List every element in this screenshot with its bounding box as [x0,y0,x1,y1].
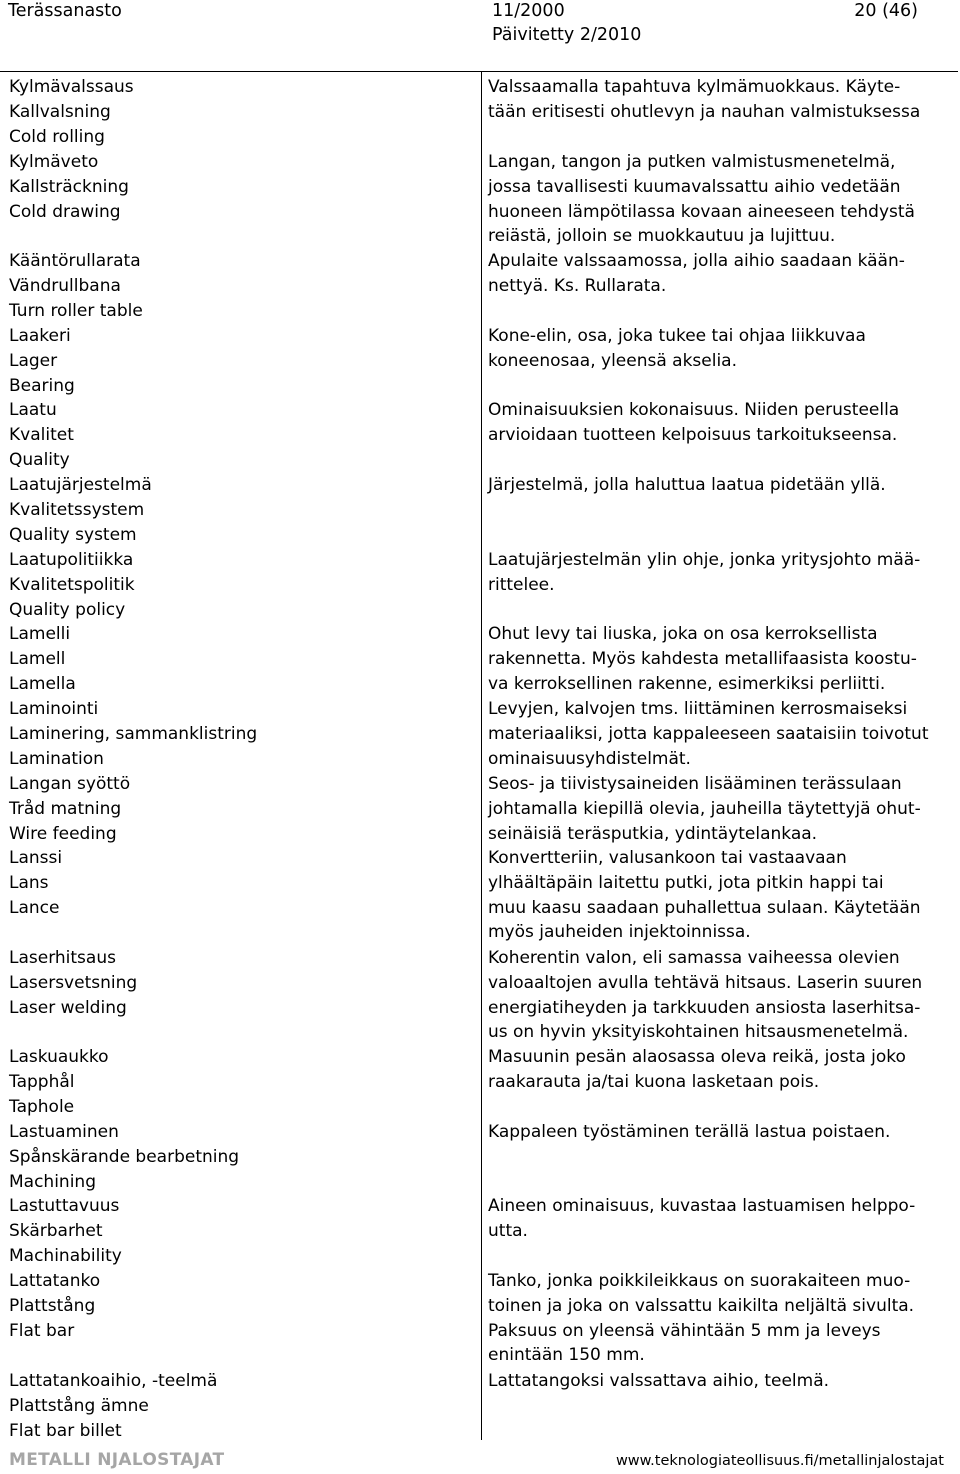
entry-definition [488,846,956,945]
term-swedish: Kallvalsning [9,101,111,122]
entry-definition [488,1045,956,1095]
definition-line: us on hyvin yksityiskohtainen hitsausmenetelmä. [488,1022,909,1043]
definition-line: utta. [488,1220,528,1241]
definition-line: energiatiheyden ja tarkkuuden ansiosta laserhitsa- [488,997,921,1018]
term-finnish: Lastuttavuus [9,1196,120,1216]
term-english: Cold drawing [9,201,121,222]
definition-line: johtamalla kiepillä olevia, jauheilla täytettyjä ohut- [488,798,921,819]
definition-line: muu kaasu saadaan puhallettua sulaan. Käytetään [488,897,921,918]
term-swedish: Laminering, sammanklistring [9,723,258,744]
entry-terms [9,473,469,547]
definition-line: jossa tavallisesti kuumavalssattu aihio vedetään [488,176,901,197]
term-english: Cold rolling [9,126,105,147]
term-finnish: Laserhitsaus [9,948,116,968]
term-finnish: Laatu [9,400,57,420]
definition-line: toinen ja joka on valssattu kaikilta neljältä sivulta. [488,1295,915,1316]
entry-terms [9,398,469,472]
definition-line: Järjestelmä, jolla haluttua laatua pidetään yllä. [488,475,886,495]
entry-definition [488,75,956,125]
definition-line: koneenosaa, yleensä akselia. [488,350,738,371]
definition-line: Masuunin pesän alaosassa oleva reikä, josta joko [488,1047,906,1067]
definition-line: Ominaisuuksien kokonaisuus. Niiden perusteella [488,400,900,420]
definition-line: Laatujärjestelmän ylin ohje, jonka yritysjohto mää- [488,550,921,570]
entry-terms [9,1120,469,1194]
definition-line: myös jauheiden injektoinnissa. [488,922,751,943]
definition-line: raakarauta ja/tai kuona lasketaan pois. [488,1071,820,1092]
term-english: Machinability [9,1245,122,1266]
definition-line: nettyä. Ks. Rullarata. [488,275,667,296]
entry-definition [488,1369,956,1394]
definition-line: Paksuus on yleensä vähintään 5 mm ja leveys [488,1320,881,1341]
term-english: Machining [9,1171,96,1192]
entry-terms [9,1269,469,1343]
definition-line: Lattatangoksi valssattava aihio, teelmä. [488,1371,830,1391]
term-swedish: Kvalitet [9,424,74,445]
definition-line: ominaisuusyhdistelmät. [488,748,691,769]
definition-line: enintään 150 mm. [488,1345,645,1366]
updated-date: Päivitetty 2/2010 [492,25,642,45]
entry-definition [488,324,956,374]
term-finnish: Lastuaminen [9,1122,119,1142]
term-swedish: Kvalitetspolitik [9,574,135,595]
term-finnish: Laakeri [9,326,71,346]
entry-definition [488,1194,956,1244]
definition-line: Kone-elin, osa, joka tukee tai ohjaa liikkuvaa [488,326,866,346]
entry-definition [488,622,956,696]
entry-terms [9,772,469,846]
definition-line: arvioidaan tuotteen kelpoisuus tarkoitukseensa. [488,424,898,445]
term-swedish: Skärbarhet [9,1220,103,1241]
entry-terms [9,150,469,224]
entry-terms [9,548,469,622]
entry-terms [9,1194,469,1268]
definition-line: ylhäältäpäin laitettu putki, jota pitkin happi tai [488,872,884,893]
definition-line: Valssaamalla tapahtuva kylmämuokkaus. Käyte- [488,77,901,97]
definition-line: tään eritisesti ohutlevyn ja nauhan valmistuksessa [488,101,921,122]
definition-line: materiaaliksi, jotta kappaleeseen saataisiin toivotut [488,723,929,744]
term-finnish: Laskuaukko [9,1047,109,1067]
definition-line: reiästä, jolloin se muokkautuu ja lujittuu. [488,226,836,247]
term-swedish: Plattstång ämne [9,1395,149,1416]
definition-line: rittelee. [488,574,555,595]
entry-terms [9,1045,469,1119]
term-finnish: Kylmäveto [9,152,99,172]
definition-line: Langan, tangon ja putken valmistusmenetelmä, [488,152,896,172]
term-english: Quality system [9,524,137,545]
term-finnish: Laminointi [9,699,99,719]
definition-line: Seos- ja tiivistysaineiden lisääminen terässulaan [488,774,902,794]
entry-definition [488,772,956,846]
term-swedish: Vändrullbana [9,275,121,296]
entry-definition [488,150,956,249]
term-finnish: Lattatanko [9,1271,101,1291]
term-finnish: Lattatankoaihio, -teelmä [9,1371,218,1391]
term-finnish: Laatupolitiikka [9,550,134,570]
entry-definition [488,946,956,1045]
entry-definition [488,1269,956,1368]
term-finnish: Kylmävalssaus [9,77,134,97]
term-swedish: Plattstång [9,1295,96,1316]
term-finnish: Kääntörullarata [9,251,141,271]
term-swedish: Kallsträckning [9,176,129,197]
page-number: 20 (46) [854,1,918,21]
entry-definition [488,398,956,448]
entry-definition [488,548,956,598]
term-english: Bearing [9,375,75,396]
definition-line: Aineen ominaisuus, kuvastaa lastuamisen helppo- [488,1196,916,1216]
definition-line: Tanko, jonka poikkileikkaus on suorakaiteen muo- [488,1271,911,1291]
definition-line: va kerroksellinen rakenne, esimerkiksi perliitti. [488,673,886,694]
document-date: 11/2000 [492,1,565,21]
term-english: Wire feeding [9,823,117,844]
term-english: Lamination [9,748,104,769]
definition-line: Koherentin valon, eli samassa vaiheessa olevien [488,948,900,968]
term-finnish: Langan syöttö [9,774,131,794]
entry-terms [9,249,469,323]
definition-line: valoaaltojen avulla tehtävä hitsaus. Laserin suuren [488,972,923,993]
term-swedish: Tråd matning [9,798,122,819]
term-english: Flat bar [9,1320,75,1341]
entry-definition [488,249,956,299]
term-swedish: Lasersvetsning [9,972,138,993]
footer-brand: METALLI NJALOSTAJAT [9,1450,225,1470]
definition-line: Apulaite valssaamossa, jolla aihio saadaan kään- [488,251,905,271]
term-swedish: Lamell [9,648,66,669]
definition-line: huoneen lämpötilassa kovaan aineeseen tehdystä [488,201,915,222]
entry-terms [9,846,469,920]
entry-definition [488,473,956,498]
document-title: Terässanasto [8,1,122,21]
term-finnish: Laatujärjestelmä [9,475,152,495]
term-english: Quality [9,449,70,470]
term-swedish: Spånskärande bearbetning [9,1146,240,1167]
entry-terms [9,324,469,398]
term-english: Lance [9,897,60,918]
term-swedish: Kvalitetssystem [9,499,145,520]
term-english: Turn roller table [9,300,143,321]
term-english: Laser welding [9,997,127,1018]
term-english: Taphole [9,1096,75,1117]
term-english: Lamella [9,673,76,694]
footer-url[interactable]: www.teknologiateollisuus.fi/metallinjalostajat [615,1453,944,1469]
entry-terms [9,946,469,1020]
term-swedish: Lans [9,872,49,893]
term-english: Flat bar billet [9,1420,122,1441]
term-finnish: Lamelli [9,624,71,644]
definition-line: Konvertteriin, valusankoon tai vastaavaan [488,848,847,868]
term-swedish: Tapphål [9,1071,75,1092]
definition-line: Kappaleen työstäminen terällä lastua poistaen. [488,1122,891,1142]
entry-definition [488,697,956,771]
definition-line: Ohut levy tai liuska, joka on osa kerroksellista [488,624,878,644]
entry-terms [9,1369,469,1443]
definition-line: Levyjen, kalvojen tms. liittäminen kerrosmaiseksi [488,699,908,719]
entry-terms [9,75,469,149]
definition-line: seinäisiä teräsputkia, ydintäytelankaa. [488,823,818,844]
term-swedish: Lager [9,350,58,371]
entry-definition [488,1120,956,1145]
entry-terms [9,697,469,771]
term-finnish: Lanssi [9,848,63,868]
entry-terms [9,622,469,696]
definition-line: rakennetta. Myös kahdesta metallifaasista koostu- [488,648,917,669]
term-english: Quality policy [9,599,126,620]
